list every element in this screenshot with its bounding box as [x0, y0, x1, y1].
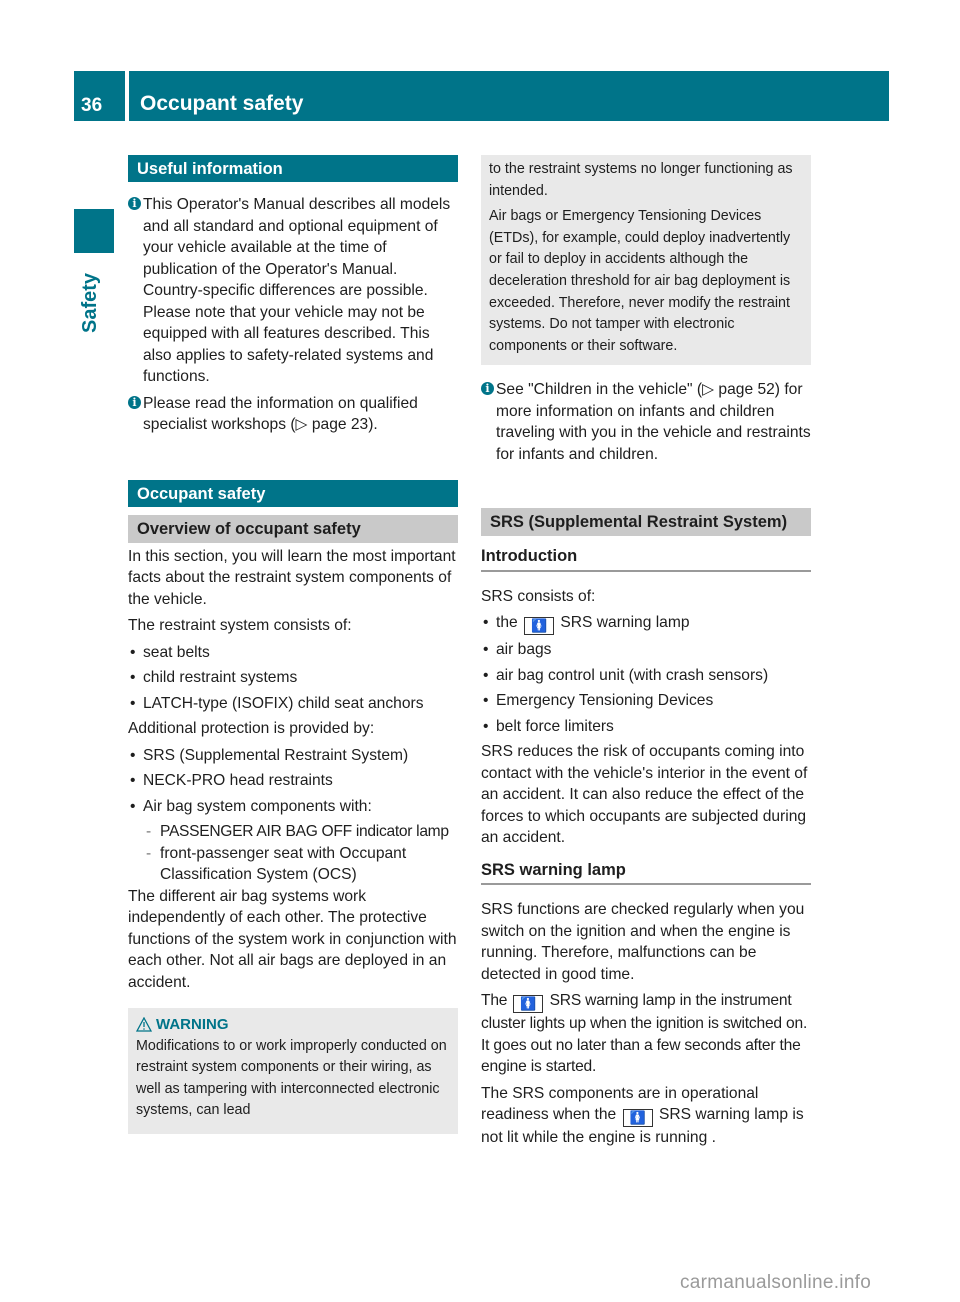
restraint-label: The restraint system consists of:	[128, 617, 352, 634]
subheading-overview: Overview of occupant safety	[128, 515, 458, 543]
lamp-text: The 🚺 SRS warning lamp in the instrument cluster lights up when the ignition is switched on. It goes out no later than a few seconds after the engine is started.	[481, 992, 808, 1076]
srs-reduces-text: SRS reduces the risk of occupants coming into contact with the vehicle's interior in the event of an accident. It can also reduce the effect of the forces to which occupants are subjected during an accident.	[481, 743, 808, 847]
list-item: • LATCH-type (ISOFIX) child seat anchors	[128, 693, 458, 715]
info-icon: i	[481, 382, 494, 395]
additional-label: Additional protection is provided by:	[128, 720, 375, 737]
warning-text: Modifications to or work improperly conducted on restraint system components or their wiring, as well as tampering with interconnected electronic systems, can lead	[136, 1037, 447, 1119]
info-note: i See "Children in the vehicle" (▷ page 52) for more information on infants and children traveling with you in the vehicle and restraints for infants and children.	[481, 379, 811, 465]
section-heading-occupant-safety: Occupant safety	[128, 480, 458, 507]
warning-text: to the restraint systems no longer functioning as intended.	[489, 161, 793, 199]
lamp-text: The SRS components are in operational readiness when the 🚺 SRS warning lamp is not lit while the engine is running .	[481, 1084, 804, 1147]
info-note: i This Operator's Manual describes all models and all standard and optional equipment of your vehicle available at the time of publication of the Operator's Manual. Country-specific differences are possible. Please note that your vehicle may not be equipped with all features described. This also applies to safety-related systems and functions.	[128, 194, 458, 388]
list-item: • NECK-PRO head restraints	[128, 770, 458, 792]
warning-box	[128, 1008, 458, 1134]
warning-box-continued	[481, 155, 811, 365]
side-tab-label: Safety	[79, 272, 101, 333]
page-title: Occupant safety	[129, 71, 889, 121]
warning-triangle-icon	[136, 1017, 152, 1032]
list-item: • SRS (Supplemental Restraint System)	[128, 745, 458, 767]
airbag-warning-icon: 🚺	[623, 1109, 653, 1127]
list-item: • belt force limiters	[481, 716, 811, 738]
list-item: • air bags	[481, 639, 811, 661]
info-icon: i	[128, 396, 141, 409]
info-icon: i	[128, 197, 141, 210]
sub-list-item: - PASSENGER AIR BAG OFF indicator lamp	[128, 821, 458, 843]
list-item: • child restraint systems	[128, 667, 458, 689]
intro-text: In this section, you will learn the most important facts about the restraint system components of the vehicle.	[128, 547, 456, 608]
list-item: • Emergency Tensioning Devices	[481, 690, 811, 712]
closing-text: The different air bag systems work independently of each other. The protective functions of the system work in conjunction with each other. Not all air bags are deployed in an accident.	[128, 887, 457, 991]
consists-label: SRS consists of:	[481, 587, 596, 605]
warning-text: Air bags or Emergency Tensioning Devices (ETDs), for example, could deploy inadvertently or fail to deploy in accidents although the deceleration threshold for air bag deployment is exceeded. Therefore, never modify the restraint systems. Do not tamper with electronic components or their software.	[489, 208, 791, 354]
page-number: 36	[74, 71, 125, 121]
subheading-introduction: Introduction	[481, 546, 811, 572]
airbag-warning-icon: 🚺	[513, 995, 543, 1013]
right-column	[481, 155, 811, 1154]
left-column	[128, 155, 458, 1134]
sub-list-item: - front-passenger seat with Occupant Classification System (OCS)	[128, 843, 458, 886]
lamp-text: SRS functions are checked regularly when you switch on the ignition and when the engine is running. Therefore, malfunctions can be detected in good time.	[481, 901, 805, 983]
watermark: carmanualsonline.info	[680, 1272, 872, 1293]
side-tab-marker	[74, 209, 114, 253]
section-heading-srs: SRS (Supplemental Restraint System)	[481, 508, 811, 536]
info-note: i Please read the information on qualified specialist workshops (▷ page 23).	[128, 393, 458, 436]
section-heading-useful-info: Useful information	[128, 155, 458, 182]
list-item: • seat belts	[128, 642, 458, 664]
list-item: • the 🚺 SRS warning lamp	[481, 612, 811, 635]
list-item: • air bag control unit (with crash sensors)	[481, 665, 811, 687]
list-item: • Air bag system components with:	[128, 796, 458, 818]
airbag-warning-icon: 🚺	[524, 617, 554, 635]
subheading-srs-warning-lamp: SRS warning lamp	[481, 860, 811, 886]
warning-title: WARNING	[136, 1014, 450, 1036]
